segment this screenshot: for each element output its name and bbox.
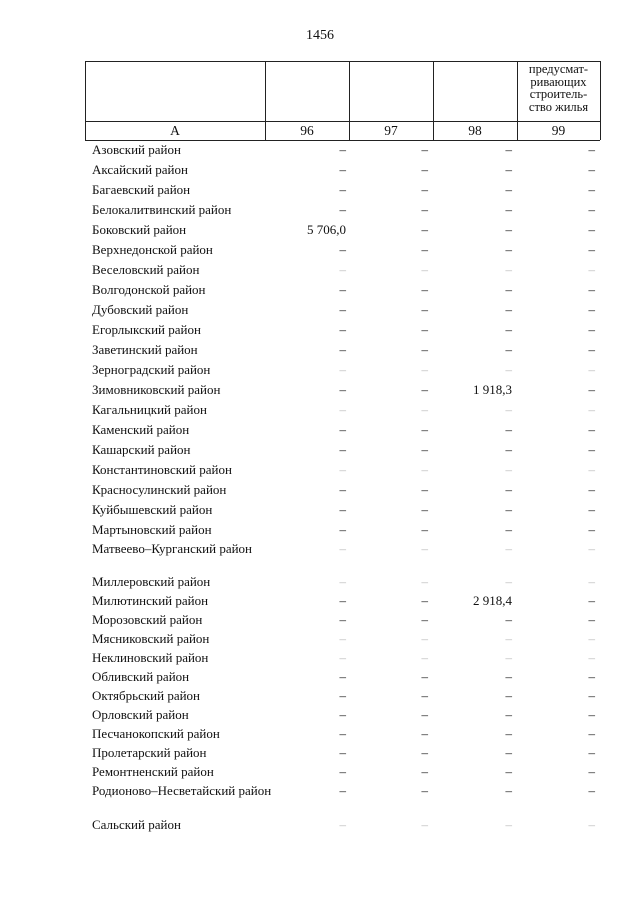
district-name: Азовский район (92, 142, 181, 157)
cell-col-97: – (421, 726, 428, 741)
table-row (0, 443, 640, 463)
cell-col-96: – (339, 541, 346, 556)
cell-col-96: – (339, 262, 346, 277)
cell-col-99: – (588, 631, 595, 646)
table-header (85, 61, 600, 140)
table-row (0, 594, 640, 613)
cell-col-97: – (421, 222, 428, 237)
cell-col-96: – (339, 612, 346, 627)
cell-col-99: – (588, 182, 595, 197)
district-name: Верхнедонской район (92, 242, 213, 257)
cell-col-99: – (588, 362, 595, 377)
cell-col-98: – (505, 202, 512, 217)
cell-col-98: – (505, 462, 512, 477)
header-top-border (85, 61, 600, 62)
cell-col-99: – (588, 669, 595, 684)
table-row (0, 283, 640, 303)
cell-col-99: – (588, 522, 595, 537)
cell-col-98: – (505, 522, 512, 537)
header-col-number: 98 (468, 123, 482, 138)
cell-col-98: – (505, 669, 512, 684)
cell-col-98: – (505, 707, 512, 722)
cell-col-96: – (339, 631, 346, 646)
district-name: Боковский район (92, 222, 187, 237)
cell-col-98: 2 918,4 (473, 593, 512, 608)
cell-col-98: – (505, 182, 512, 197)
cell-col-97: – (421, 242, 428, 257)
district-name: Красносулинский район (92, 482, 227, 497)
cell-col-98: – (505, 442, 512, 457)
cell-col-96: – (339, 726, 346, 741)
cell-col-99: – (588, 817, 595, 832)
cell-col-98: – (505, 574, 512, 589)
cell-col-97: – (421, 574, 428, 589)
district-name: Мартыновский район (92, 522, 212, 537)
cell-col-99: – (588, 612, 595, 627)
table-body (0, 143, 640, 838)
district-name: Зимовниковский район (92, 382, 221, 397)
cell-col-96: – (339, 202, 346, 217)
cell-col-96: – (339, 282, 346, 297)
table-row (0, 143, 640, 163)
district-name: Белокалитвинский район (92, 202, 232, 217)
cell-col-99: – (588, 541, 595, 556)
cell-col-97: – (421, 502, 428, 517)
cell-col-97: – (421, 745, 428, 760)
cell-col-97: – (421, 442, 428, 457)
cell-col-97: – (421, 522, 428, 537)
district-name: Орловский район (92, 707, 189, 722)
header-col99-text (517, 63, 600, 113)
district-name: Пролетарский район (92, 745, 207, 760)
cell-col-99: – (588, 783, 595, 798)
district-name: Сальский район (92, 817, 181, 832)
cell-col-99: – (588, 650, 595, 665)
cell-col-96: – (339, 322, 346, 337)
cell-col-99: – (588, 422, 595, 437)
table-row (0, 727, 640, 746)
table-row (0, 343, 640, 363)
cell-col-98: – (505, 282, 512, 297)
cell-col-97: – (421, 282, 428, 297)
district-name: Октябрьский район (92, 688, 200, 703)
header-text-line: ривающих (530, 74, 587, 89)
table-row (0, 263, 640, 283)
header-text-line: ство жилья (528, 99, 589, 114)
header-text-line: строитель- (529, 87, 588, 101)
cell-col-98: – (505, 745, 512, 760)
cell-col-99: – (588, 302, 595, 317)
cell-col-99: – (588, 262, 595, 277)
cell-col-98: 1 918,3 (473, 382, 512, 397)
cell-col-97: – (421, 162, 428, 177)
cell-col-96: – (339, 593, 346, 608)
header-col-number: 96 (300, 123, 314, 138)
cell-col-97: – (421, 541, 428, 556)
cell-col-99: – (588, 342, 595, 357)
cell-col-97: – (421, 322, 428, 337)
cell-col-96: – (339, 242, 346, 257)
cell-col-96: – (339, 783, 346, 798)
district-name: Заветинский район (92, 342, 198, 357)
cell-col-96: – (339, 764, 346, 779)
district-name: Аксайский район (92, 162, 188, 177)
header-col-number: А (170, 123, 180, 138)
table-row (0, 651, 640, 670)
district-name: Песчанокопский район (92, 726, 220, 741)
cell-col-96: – (339, 688, 346, 703)
table-row (0, 383, 640, 403)
cell-col-97: – (421, 462, 428, 477)
cell-col-99: – (588, 502, 595, 517)
table-row (0, 223, 640, 243)
table-row (0, 542, 640, 575)
table-row (0, 323, 640, 343)
cell-col-97: – (421, 612, 428, 627)
cell-col-96: – (339, 462, 346, 477)
cell-col-98: – (505, 650, 512, 665)
district-name: Кашарский район (92, 442, 191, 457)
header-col-number: 99 (551, 123, 566, 138)
district-name: Мясниковский район (92, 631, 210, 646)
cell-col-98: – (505, 726, 512, 741)
cell-col-97: – (421, 182, 428, 197)
district-name: Волгодонской район (92, 282, 206, 297)
cell-col-99: – (588, 162, 595, 177)
page-number: 1456 (306, 28, 334, 43)
table-row (0, 708, 640, 727)
cell-col-99: – (588, 282, 595, 297)
table-row (0, 765, 640, 784)
table-row (0, 523, 640, 542)
district-name: Матвеево–Курганский район (92, 541, 253, 556)
cell-col-99: – (588, 482, 595, 497)
cell-col-97: – (421, 402, 428, 417)
cell-col-98: – (505, 322, 512, 337)
cell-col-97: – (421, 262, 428, 277)
cell-col-98: – (505, 162, 512, 177)
district-name: Константиновский район (92, 462, 232, 477)
cell-col-97: – (421, 783, 428, 798)
cell-col-99: – (588, 402, 595, 417)
district-name: Родионово–Несветайский район (92, 783, 272, 798)
table-row (0, 163, 640, 183)
cell-col-96: – (339, 302, 346, 317)
cell-col-96: – (339, 745, 346, 760)
cell-col-96: – (339, 522, 346, 537)
header-col-border (600, 61, 601, 140)
cell-col-97: – (421, 202, 428, 217)
table-row (0, 243, 640, 263)
cell-col-96: – (339, 707, 346, 722)
cell-col-98: – (505, 631, 512, 646)
table-row (0, 575, 640, 594)
cell-col-96: 5 706,0 (307, 222, 346, 237)
district-name: Неклиновский район (92, 650, 209, 665)
cell-col-98: – (505, 422, 512, 437)
cell-col-99: – (588, 745, 595, 760)
cell-col-97: – (421, 669, 428, 684)
district-name: Кагальницкий район (92, 402, 207, 417)
district-name: Каменский район (92, 422, 190, 437)
cell-col-98: – (505, 764, 512, 779)
cell-col-98: – (505, 502, 512, 517)
cell-col-98: – (505, 262, 512, 277)
cell-col-96: – (339, 142, 346, 157)
cell-col-96: – (339, 402, 346, 417)
header-col-number: 97 (384, 123, 398, 138)
cell-col-99: – (588, 442, 595, 457)
cell-col-96: – (339, 482, 346, 497)
cell-col-98: – (505, 482, 512, 497)
district-name: Егорлыкский район (92, 322, 201, 337)
cell-col-97: – (421, 422, 428, 437)
cell-col-99: – (588, 688, 595, 703)
district-name: Милютинский район (92, 593, 209, 608)
cell-col-96: – (339, 182, 346, 197)
cell-col-98: – (505, 242, 512, 257)
table-row (0, 613, 640, 632)
cell-col-98: – (505, 688, 512, 703)
cell-col-99: – (588, 202, 595, 217)
cell-col-96: – (339, 817, 346, 832)
table-row (0, 818, 640, 838)
cell-col-97: – (421, 142, 428, 157)
header-bottom-border (85, 140, 600, 141)
cell-col-97: – (421, 688, 428, 703)
cell-col-99: – (588, 593, 595, 608)
cell-col-99: – (588, 707, 595, 722)
cell-col-97: – (421, 342, 428, 357)
cell-col-98: – (505, 362, 512, 377)
cell-col-97: – (421, 482, 428, 497)
table-row (0, 203, 640, 223)
cell-col-99: – (588, 142, 595, 157)
cell-col-99: – (588, 382, 595, 397)
cell-col-96: – (339, 162, 346, 177)
cell-col-99: – (588, 726, 595, 741)
cell-col-98: – (505, 302, 512, 317)
table-row (0, 784, 640, 818)
cell-col-96: – (339, 362, 346, 377)
cell-col-96: – (339, 669, 346, 684)
cell-col-96: – (339, 442, 346, 457)
cell-col-99: – (588, 322, 595, 337)
cell-col-98: – (505, 612, 512, 627)
cell-col-99: – (588, 764, 595, 779)
cell-col-98: – (505, 142, 512, 157)
cell-col-99: – (588, 462, 595, 477)
cell-col-97: – (421, 817, 428, 832)
cell-col-96: – (339, 574, 346, 589)
district-name: Зерноградский район (92, 362, 211, 377)
district-name: Ремонтненский район (92, 764, 214, 779)
table-row (0, 183, 640, 203)
cell-col-97: – (421, 764, 428, 779)
cell-col-97: – (421, 382, 428, 397)
cell-col-98: – (505, 541, 512, 556)
district-name: Обливский район (92, 669, 190, 684)
table-row (0, 303, 640, 323)
table-row (0, 423, 640, 443)
district-name: Багаевский район (92, 182, 191, 197)
cell-col-99: – (588, 242, 595, 257)
cell-col-97: – (421, 707, 428, 722)
table-row (0, 403, 640, 423)
district-name: Миллеровский район (92, 574, 211, 589)
cell-col-98: – (505, 817, 512, 832)
table-row (0, 463, 640, 483)
table-row (0, 632, 640, 651)
table-row (0, 746, 640, 765)
cell-col-97: – (421, 631, 428, 646)
cell-col-99: – (588, 574, 595, 589)
cell-col-98: – (505, 783, 512, 798)
district-name: Веселовский район (92, 262, 200, 277)
district-name: Куйбышевский район (92, 502, 213, 517)
cell-col-97: – (421, 302, 428, 317)
cell-col-97: – (421, 362, 428, 377)
cell-col-96: – (339, 650, 346, 665)
district-name: Дубовский район (92, 302, 189, 317)
table-row (0, 503, 640, 523)
cell-col-96: – (339, 502, 346, 517)
cell-col-96: – (339, 342, 346, 357)
cell-col-98: – (505, 222, 512, 237)
cell-col-99: – (588, 222, 595, 237)
table-row (0, 670, 640, 689)
cell-col-98: – (505, 402, 512, 417)
table-row (0, 483, 640, 503)
district-name: Морозовский район (92, 612, 203, 627)
cell-col-98: – (505, 342, 512, 357)
table-row (0, 363, 640, 383)
cell-col-96: – (339, 382, 346, 397)
table-row (0, 689, 640, 708)
header-text-line: предусмат- (528, 62, 589, 76)
cell-col-96: – (339, 422, 346, 437)
cell-col-97: – (421, 650, 428, 665)
cell-col-97: – (421, 593, 428, 608)
